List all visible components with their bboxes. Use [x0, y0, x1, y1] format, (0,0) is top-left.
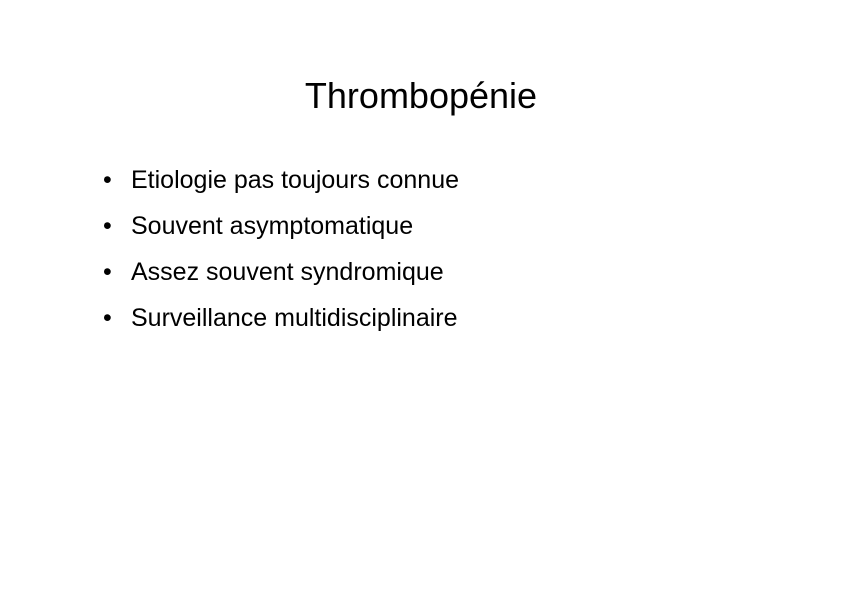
bullet-list: [103, 157, 459, 341]
list-item-text: Surveillance multidisciplinaire: [131, 304, 458, 332]
slide-title: Thrombopénie: [304, 75, 538, 116]
list-item: [103, 157, 459, 203]
list-item-text: Souvent asymptomatique: [131, 212, 414, 240]
list-item: [103, 249, 459, 295]
list-item: [103, 203, 459, 249]
bullet-icon: •: [103, 166, 112, 194]
bullet-icon: •: [103, 212, 112, 240]
list-item-text: Etiologie pas toujours connue: [131, 166, 460, 194]
bullet-icon: •: [103, 304, 112, 332]
list-item: [103, 295, 459, 341]
bullet-icon: •: [103, 258, 112, 286]
list-item-text: Assez souvent syndromique: [131, 258, 444, 286]
